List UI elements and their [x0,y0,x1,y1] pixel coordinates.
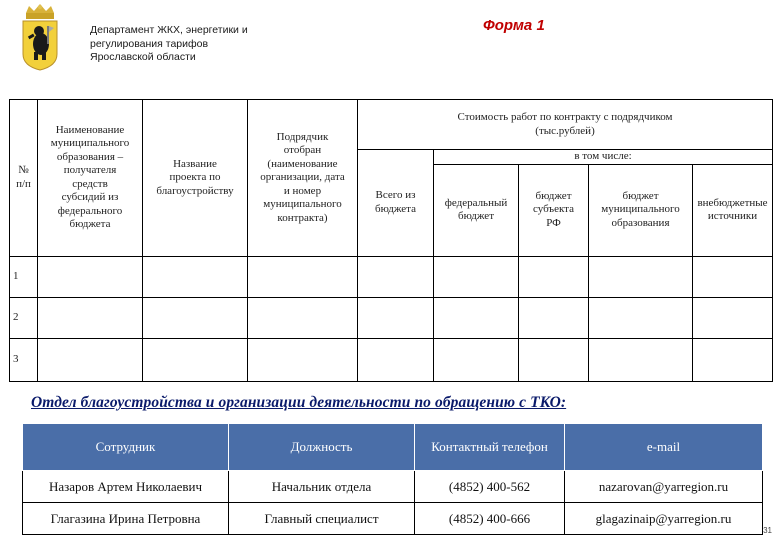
column-header-phone: Контактный телефон [415,424,565,471]
section-title: Отдел благоустройства и организации деятельности по обращению с ТКО: [31,394,567,411]
report-form-table [9,99,773,382]
header-federal: федеральный бюджет [434,164,519,256]
header-municipal: бюджет муниципального образования [589,164,693,256]
table-row [10,297,773,338]
header-extra: внебюджетные источники [693,164,773,256]
department-name [90,24,248,65]
employee-phone: (4852) 400-562 [415,471,565,503]
table-row [23,503,763,535]
contacts-table [22,423,763,535]
header-contractor: Подрядчик отобран (наименование организации, дата и номер муниципального контракта) [248,100,358,257]
crown-icon [26,4,54,19]
header-subject: бюджет субъекта РФ [519,164,589,256]
employee-email: glagazinaip@yarregion.ru [565,503,763,535]
page-number: 31 [763,526,772,535]
header-recipient: Наименование муниципального образования – получателя средств субсидий из федерального бюджета [38,100,143,257]
row-number: 1 [10,256,38,297]
header-total: Всего из бюджета [358,150,434,257]
column-header-employee: Сотрудник [23,424,229,471]
column-header-email: e-mail [565,424,763,471]
employee-phone: (4852) 400-666 [415,503,565,535]
row-number: 3 [10,338,38,381]
form-title: Форма 1 [483,17,545,34]
department-line: Департамент ЖКХ, энергетики и [90,24,248,36]
column-header-position: Должность [229,424,415,471]
header-cost: Стоимость работ по контракту с подрядчиком (тыс.рублей) [358,100,773,150]
table-row [10,338,773,381]
header-including: в том числе: [434,150,773,165]
table-row [23,471,763,503]
employee-email: nazarovan@yarregion.ru [565,471,763,503]
header-project: Название проекта по благоустройству [143,100,248,257]
employee-position: Главный специалист [229,503,415,535]
header-num: № п/п [10,100,38,257]
table-row [10,256,773,297]
employee-name: Назаров Артем Николаевич [23,471,229,503]
row-number: 2 [10,297,38,338]
department-line: Ярославской области [90,51,196,63]
employee-position: Начальник отдела [229,471,415,503]
employee-name: Глагазина Ирина Петровна [23,503,229,535]
coat-of-arms [17,4,63,72]
department-line: регулирования тарифов [90,37,209,50]
axe-icon [47,26,49,44]
